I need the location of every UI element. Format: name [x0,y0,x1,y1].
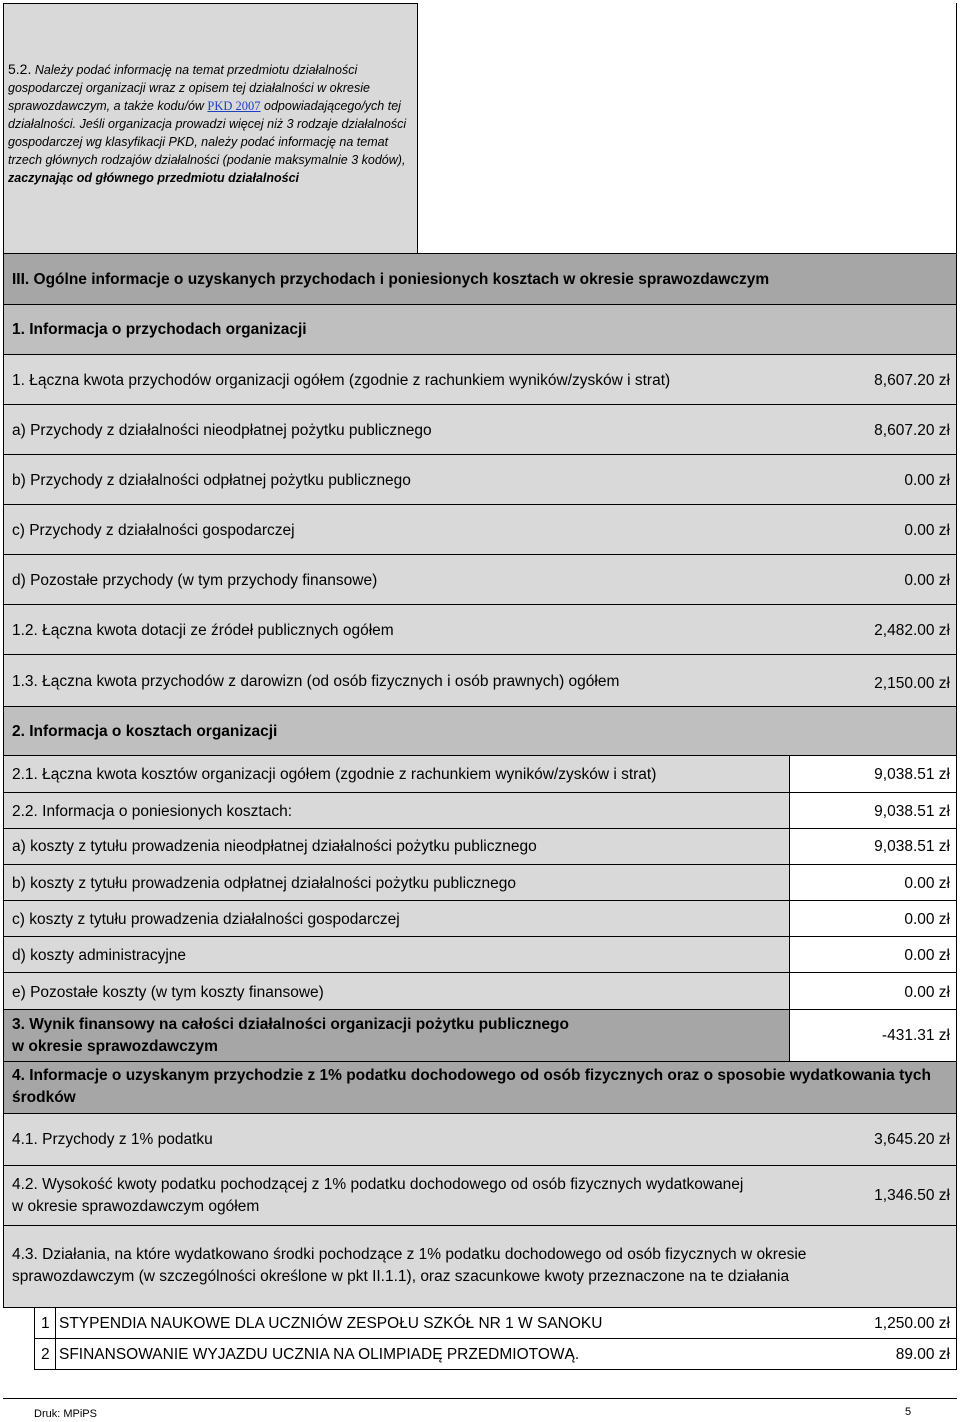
section-iii-title: III. Ogólne informacje o uzyskanych przychodach i poniesionych kosztach w okresie sprawozdawczym [12,271,770,288]
income-row [3,354,957,405]
income-row-label: 1.2. Łączna kwota dotacji ze źródeł publicznych ogółem [12,622,394,639]
row-4-2-line-2: w okresie sprawozdawczym ogółem [12,1198,260,1215]
cost-row-label-cell [3,792,790,829]
footer-rule [3,1398,957,1399]
activity-name: STYPENDIA NAUKOWE DLA UCZNIÓW ZESPOŁU SZKÓŁ NR 1 W SANOKU [59,1315,603,1332]
cost-row-label-cell [3,755,790,793]
activity-no: 1 [41,1315,50,1332]
question-5-2-text [8,60,408,187]
cost-row-value-cell [789,972,957,1010]
footer-print-label: Druk: MPiPS [34,1408,97,1420]
cost-row-label: c) koszty z tytułu prowadzenia działalności gospodarczej [12,911,400,928]
income-row-label: b) Przychody z działalności odpłatnej pożytku publicznego [12,472,411,489]
cost-row-value: 0.00 zł [904,875,950,892]
cost-row-label: 2.2. Informacja o poniesionych kosztach: [12,803,293,820]
cost-row-value-cell [789,936,957,973]
income-row-label: 1.3. Łączna kwota przychodów z darowizn (od osób fizycznych i osób prawnych) ogółem [12,673,620,690]
cost-row-label-cell [3,864,790,901]
cost-row-label-cell [3,828,790,865]
activity-row [34,1307,957,1339]
row-4-2 [3,1165,957,1226]
financial-result-value-cell [789,1009,957,1062]
cost-row-value: 0.00 zł [904,911,950,928]
activity-divider [55,1308,56,1338]
financial-result-label-cell [3,1009,790,1062]
income-row [3,554,957,605]
row-4-1-value: 3,645.20 zł [874,1131,950,1148]
row-4-2-line-1: 4.2. Wysokość kwoty podatku pochodzącej z 1% podatku dochodowego od osób fizycznych wydatkowanej [12,1176,744,1193]
income-row-value: 2,482.00 zł [874,622,950,639]
financial-result-line-1: 3. Wynik finansowy na całości działalności organizacji pożytku publicznego [12,1016,569,1033]
row-4-1-label: 4.1. Przychody z 1% podatku [12,1131,213,1148]
income-row [3,504,957,555]
row-4-2-value: 1,346.50 zł [874,1187,950,1204]
cost-row-label: a) koszty z tytułu prowadzenia nieodpłatnej działalności pożytku publicznego [12,838,537,855]
question-number: 5.2. [8,61,32,77]
cost-row-value: 9,038.51 zł [874,803,950,820]
activity-name: SFINANSOWANIE WYJAZDU UCZNIA NA OLIMPIADĘ PRZEDMIOTOWĄ. [59,1346,580,1363]
income-row-label: c) Przychody z działalności gospodarczej [12,522,295,539]
section-4-header-line-2: środków [12,1089,76,1106]
cost-row-value-cell [789,864,957,901]
cost-row-value-cell [789,828,957,865]
section-4-header-line-1: 4. Informacje o uzyskanym przychodzie z 1% podatku dochodowego od osób fizycznych oraz o sposobie wydatkowania tych [12,1067,931,1084]
question-5-2-answer-area [418,3,957,253]
row-4-3-line-1: 4.3. Działania, na które wydatkowano środki pochodzące z 1% podatku dochodowego od osób fizycznych w okresie [12,1246,807,1263]
income-row-label: d) Pozostałe przychody (w tym przychody finansowe) [12,572,378,589]
row-4-3-line-2: sprawozdawczym (w szczególności określone w pkt II.1.1), oraz szacunkowe kwoty przeznaczone na te działania [12,1268,790,1285]
question-text-bold: zaczynając od głównego przedmiotu działalności [8,171,300,185]
income-row-value: 0.00 zł [904,572,950,589]
section-iii-header [3,253,957,305]
cost-row-value-cell [789,755,957,793]
income-row [3,454,957,505]
footer-page-number: 5 [905,1406,912,1418]
cost-row-label: d) koszty administracyjne [12,947,187,964]
row-4-1 [3,1113,957,1166]
cost-row-label-cell [3,900,790,937]
income-header [3,304,957,355]
activity-divider [55,1339,56,1369]
cost-row-value: 0.00 zł [904,984,950,1001]
row-4-3 [3,1225,957,1308]
income-row [3,654,957,707]
activity-value: 89.00 zł [895,1346,950,1363]
cost-row-value: 9,038.51 zł [874,766,950,783]
financial-result-value: -431.31 zł [881,1027,950,1044]
cost-row-value-cell [789,900,957,937]
activity-no: 2 [41,1346,50,1363]
question-text-c: Jeśli organizacja prowadzi więcej niż 3 rodzaje działalności gospodarczej wg klasyfikacji PKD, należy podać informację na temat trzech głównych rodzajów działalności (podanie maksymalnie 3 kodów), [8,117,407,167]
income-row [3,404,957,455]
costs-header-title: 2. Informacja o kosztach organizacji [12,723,278,740]
cost-row-value: 0.00 zł [904,947,950,964]
question-5-2-box [3,3,418,253]
section-4-header [3,1061,957,1114]
question-text-b: odpowiadającego/ych tej działalności. [8,99,401,131]
income-header-title: 1. Informacja o przychodach organizacji [12,321,307,338]
income-row-label: a) Przychody z działalności nieodpłatnej pożytku publicznego [12,422,432,439]
income-row-value: 8,607.20 zł [874,422,950,439]
income-row-label: 1. Łączna kwota przychodów organizacji ogółem (zgodnie z rachunkiem wyników/zysków i strat) [12,372,671,389]
activity-row [34,1338,957,1370]
income-row-value: 2,150.00 zł [874,675,950,692]
income-row-value: 0.00 zł [904,472,950,489]
income-row-value: 8,607.20 zł [874,372,950,389]
costs-header [3,706,957,756]
cost-row-label: 2.1. Łączna kwota kosztów organizacji ogółem (zgodnie z rachunkiem wyników/zysków i strat) [12,766,657,783]
cost-row-label-cell [3,972,790,1010]
cost-row-value-cell [789,792,957,829]
cost-row-value: 9,038.51 zł [874,838,950,855]
cost-row-label: e) Pozostałe koszty (w tym koszty finansowe) [12,984,324,1001]
activity-value: 1,250.00 zł [874,1315,950,1332]
income-row [3,604,957,655]
income-row-value: 0.00 zł [904,522,950,539]
financial-result-line-2: w okresie sprawozdawczym [12,1038,218,1055]
cost-row-label-cell [3,936,790,973]
cost-row-label: b) koszty z tytułu prowadzenia odpłatnej działalności pożytku publicznego [12,875,517,892]
pkd-2007-link[interactable]: PKD 2007 [207,99,261,113]
question-text-a: Należy podać informację na temat przedmiotu działalności gospodarczej organizacji wraz z opisem tej działalności w okresie sprawozdawczym, a także kodu/ów [8,63,370,113]
